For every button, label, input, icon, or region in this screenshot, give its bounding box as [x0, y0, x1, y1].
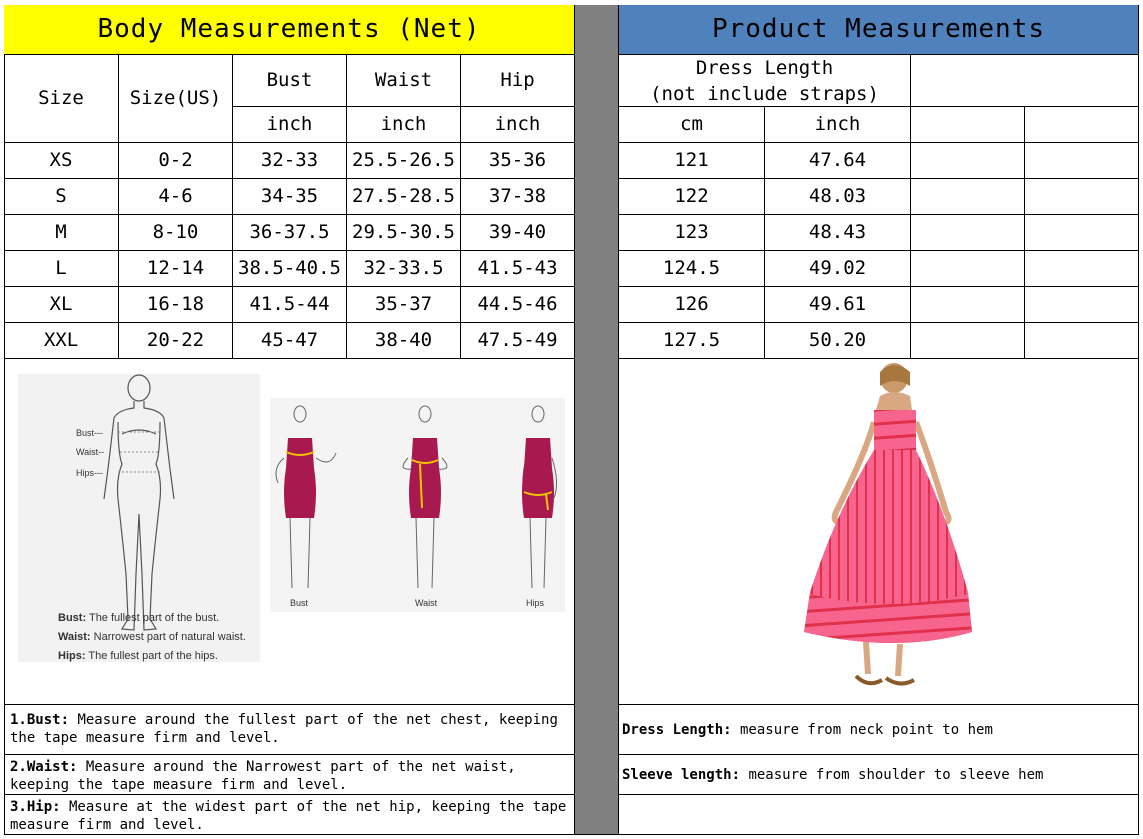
- note-sleeve-text: measure from shoulder to sleeve hem: [740, 766, 1044, 783]
- row-xl-inch: 49.61: [765, 287, 911, 323]
- row-m-inch: 48.43: [765, 215, 911, 251]
- note-dress-text: measure from neck point to hem: [731, 721, 993, 738]
- row-xxl-hip: 47.5-49: [461, 323, 575, 359]
- dress-length-label: Dress Length: [695, 56, 834, 79]
- row-m-bust: 36-37.5: [233, 215, 347, 251]
- row-xs-bust: 32-33: [233, 143, 347, 179]
- row-m-cm: 123: [619, 215, 765, 251]
- empty-cell: [1025, 323, 1139, 359]
- label-waist: Waist--: [76, 447, 105, 457]
- label-bust: Bust---: [76, 428, 103, 438]
- col-size-us: Size(US): [119, 55, 233, 143]
- row-l-hip: 41.5-43: [461, 251, 575, 287]
- unit-bust: inch: [233, 107, 347, 143]
- row-xs-waist: 25.5-26.5: [347, 143, 461, 179]
- note-dress-length: [619, 705, 1139, 755]
- empty-cell: [911, 215, 1025, 251]
- row-xs-inch: 47.64: [765, 143, 911, 179]
- row-m-waist: 29.5-30.5: [347, 215, 461, 251]
- unit-cm: cm: [619, 107, 765, 143]
- row-s-us: 4-6: [119, 179, 233, 215]
- empty-cell: [1025, 287, 1139, 323]
- row-s-bust: 34-35: [233, 179, 347, 215]
- col-dress-length: [619, 55, 911, 107]
- row-m-us: 8-10: [119, 215, 233, 251]
- row-xl-us: 16-18: [119, 287, 233, 323]
- row-s-waist: 27.5-28.5: [347, 179, 461, 215]
- empty-cell: [1025, 251, 1139, 287]
- caption-hips: Hips: [526, 598, 545, 608]
- row-xs-us: 0-2: [119, 143, 233, 179]
- empty-cell: [911, 179, 1025, 215]
- row-xxl-inch: 50.20: [765, 323, 911, 359]
- col-hip: Hip: [461, 55, 575, 107]
- empty-cell: [911, 323, 1025, 359]
- row-xl-hip: 44.5-46: [461, 287, 575, 323]
- row-xl-size: XL: [4, 287, 119, 323]
- empty-cell: [1025, 143, 1139, 179]
- row-l-cm: 124.5: [619, 251, 765, 287]
- caption-bust: Bust: [290, 598, 309, 608]
- legend-waist-term: Waist:: [58, 631, 91, 643]
- empty-cell: [1025, 107, 1139, 143]
- note-bust-term: 1.Bust:: [10, 712, 70, 728]
- measuring-figures-icon: [270, 398, 565, 612]
- row-xs-cm: 121: [619, 143, 765, 179]
- row-xxl-bust: 45-47: [233, 323, 347, 359]
- note-sleeve-term: Sleeve length:: [622, 766, 741, 783]
- legend-hips-text: The fullest part of the hips.: [88, 650, 218, 662]
- row-s-hip: 37-38: [461, 179, 575, 215]
- row-m-hip: 39-40: [461, 215, 575, 251]
- row-xxl-cm: 127.5: [619, 323, 765, 359]
- legend-bust-term: Bust:: [58, 612, 87, 624]
- row-s-cm: 122: [619, 179, 765, 215]
- measuring-figures-card: [270, 398, 565, 612]
- row-xl-bust: 41.5-44: [233, 287, 347, 323]
- note-waist: [4, 755, 575, 795]
- note-hip: [4, 795, 575, 835]
- empty-cell: [911, 251, 1025, 287]
- note-dress-term: Dress Length:: [622, 721, 732, 738]
- empty-note-row: [619, 795, 1139, 835]
- legend-hips-term: Hips:: [58, 650, 86, 662]
- note-bust-text: Measure around the fullest part of the net chest, keeping the tape measure firm and level.: [10, 712, 558, 746]
- row-l-bust: 38.5-40.5: [233, 251, 347, 287]
- empty-cell: [1025, 215, 1139, 251]
- legend-waist-text: Narrowest part of natural waist.: [93, 631, 246, 643]
- note-hip-text: Measure at the widest part of the net hip, keeping the tape measure firm and level.: [10, 799, 567, 833]
- note-sleeve-length: [619, 755, 1139, 795]
- row-xl-waist: 35-37: [347, 287, 461, 323]
- body-measurements-title: Body Measurements (Net): [4, 5, 575, 55]
- row-l-inch: 49.02: [765, 251, 911, 287]
- row-s-inch: 48.03: [765, 179, 911, 215]
- empty-cell: [911, 107, 1025, 143]
- product-measurements-title: Product Measurements: [619, 5, 1139, 55]
- row-xl-cm: 126: [619, 287, 765, 323]
- dress-length-note: (not include straps): [650, 82, 879, 105]
- legend-bust: [58, 612, 219, 624]
- empty-cell: [911, 143, 1025, 179]
- caption-waist: Waist: [415, 598, 438, 608]
- body-figure-card: [18, 374, 260, 662]
- row-xs-hip: 35-36: [461, 143, 575, 179]
- empty-cell: [911, 287, 1025, 323]
- row-l-size: L: [4, 251, 119, 287]
- legend-waist: [58, 631, 246, 643]
- note-hip-term: 3.Hip:: [10, 799, 61, 815]
- legend-bust-text: The fullest part of the bust.: [88, 612, 220, 624]
- legend-hips: [58, 650, 218, 662]
- unit-hip: inch: [461, 107, 575, 143]
- label-hips: Hips---: [76, 468, 103, 478]
- row-m-size: M: [4, 215, 119, 251]
- empty-header: [911, 55, 1139, 107]
- unit-inch: inch: [765, 107, 911, 143]
- row-xxl-us: 20-22: [119, 323, 233, 359]
- col-size: Size: [4, 55, 119, 143]
- note-waist-text: Measure around the Narrowest part of the net waist, keeping the tape measure firm and level.: [10, 759, 516, 793]
- empty-cell: [1025, 179, 1139, 215]
- note-bust: [4, 705, 575, 755]
- row-xs-size: XS: [4, 143, 119, 179]
- separator-column: [575, 5, 619, 835]
- row-l-waist: 32-33.5: [347, 251, 461, 287]
- unit-waist: inch: [347, 107, 461, 143]
- col-bust: Bust: [233, 55, 347, 107]
- row-s-size: S: [4, 179, 119, 215]
- note-waist-term: 2.Waist:: [10, 759, 78, 775]
- row-l-us: 12-14: [119, 251, 233, 287]
- dress-photo-icon: [796, 362, 986, 692]
- col-waist: Waist: [347, 55, 461, 107]
- row-xxl-size: XXL: [4, 323, 119, 359]
- row-xxl-waist: 38-40: [347, 323, 461, 359]
